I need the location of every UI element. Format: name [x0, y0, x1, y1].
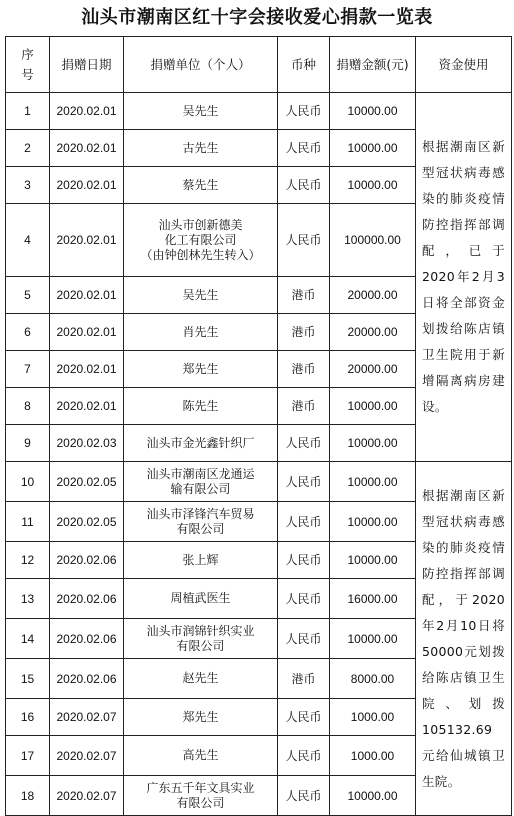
cell-date: 2020.02.07 [50, 736, 124, 776]
cell-donor: 吴先生 [124, 277, 278, 314]
cell-seq: 1 [6, 93, 50, 130]
cell-amount: 8000.00 [330, 659, 416, 699]
cell-currency: 人民币 [278, 776, 330, 816]
cell-amount: 1000.00 [330, 699, 416, 736]
cell-seq: 6 [6, 314, 50, 351]
table-row [6, 462, 512, 502]
cell-seq: 3 [6, 167, 50, 204]
cell-amount: 10000.00 [330, 388, 416, 425]
cell-amount: 10000.00 [330, 542, 416, 579]
cell-date: 2020.02.06 [50, 619, 124, 659]
cell-donor [124, 462, 278, 502]
cell-currency: 人民币 [278, 462, 330, 502]
cell-date: 2020.02.01 [50, 388, 124, 425]
cell-amount: 10000.00 [330, 619, 416, 659]
cell-date: 2020.02.01 [50, 314, 124, 351]
cell-donor: 古先生 [124, 130, 278, 167]
cell-donor [124, 204, 278, 277]
cell-donor: 陈先生 [124, 388, 278, 425]
cell-amount: 20000.00 [330, 314, 416, 351]
cell-amount: 20000.00 [330, 351, 416, 388]
cell-amount: 10000.00 [330, 502, 416, 542]
cell-seq: 11 [6, 502, 50, 542]
cell-amount: 10000.00 [330, 167, 416, 204]
cell-date: 2020.02.07 [50, 699, 124, 736]
donor-line: 汕头市润锦针织实业 [146, 623, 255, 638]
cell-donor [124, 502, 278, 542]
cell-currency: 港币 [278, 314, 330, 351]
header-seq-label: 序号 [21, 46, 34, 82]
cell-date: 2020.02.07 [50, 776, 124, 816]
cell-currency: 港币 [278, 659, 330, 699]
cell-currency: 人民币 [278, 579, 330, 619]
header-row [6, 37, 512, 93]
donor-line: 化工有限公司 [164, 232, 237, 247]
cell-seq: 15 [6, 659, 50, 699]
cell-seq: 8 [6, 388, 50, 425]
cell-date: 2020.02.01 [50, 277, 124, 314]
cell-amount: 1000.00 [330, 736, 416, 776]
cell-fund-usage: 根据潮南区新型冠状病毒感染的肺炎疫情防控指挥部调配，已于2020年2月3日将全部资金划拨给陈店镇卫生院用于新增隔离病房建设。 [416, 93, 512, 462]
donor-line: 有限公司 [176, 638, 225, 653]
cell-amount: 10000.00 [330, 93, 416, 130]
cell-date: 2020.02.01 [50, 351, 124, 388]
cell-date: 2020.02.06 [50, 659, 124, 699]
cell-seq: 13 [6, 579, 50, 619]
cell-date: 2020.02.01 [50, 130, 124, 167]
cell-currency: 人民币 [278, 736, 330, 776]
cell-seq: 17 [6, 736, 50, 776]
donor-line: 汕头市潮南区龙通运 [146, 466, 255, 481]
cell-currency: 港币 [278, 351, 330, 388]
cell-donor: 吴先生 [124, 93, 278, 130]
cell-currency: 人民币 [278, 425, 330, 462]
page-title: 汕头市潮南区红十字会接收爱心捐款一览表 [81, 7, 433, 28]
donor-line: 汕头市创新德美 [158, 217, 243, 232]
cell-date: 2020.02.06 [50, 579, 124, 619]
donor-line: （由钟创林先生转入） [140, 247, 261, 262]
cell-amount: 10000.00 [330, 462, 416, 502]
cell-currency: 人民币 [278, 699, 330, 736]
cell-donor: 蔡先生 [124, 167, 278, 204]
cell-seq: 9 [6, 425, 50, 462]
cell-date: 2020.02.01 [50, 93, 124, 130]
cell-currency: 人民币 [278, 130, 330, 167]
cell-date: 2020.02.06 [50, 542, 124, 579]
cell-seq: 16 [6, 699, 50, 736]
cell-seq: 2 [6, 130, 50, 167]
donor-line: 广东五千年文具实业 [146, 780, 255, 795]
donation-table [5, 36, 512, 816]
cell-donor [124, 619, 278, 659]
cell-seq: 18 [6, 776, 50, 816]
cell-currency: 港币 [278, 388, 330, 425]
donor-line: 有限公司 [176, 521, 225, 536]
cell-donor: 高先生 [124, 736, 278, 776]
cell-currency: 人民币 [278, 619, 330, 659]
cell-currency: 人民币 [278, 167, 330, 204]
cell-amount: 16000.00 [330, 579, 416, 619]
header-currency: 币种 [278, 37, 330, 93]
cell-amount: 20000.00 [330, 277, 416, 314]
cell-donor: 郑先生 [124, 699, 278, 736]
cell-donor: 肖先生 [124, 314, 278, 351]
cell-donor: 周植武医生 [124, 579, 278, 619]
header-donor: 捐赠单位（个人） [124, 37, 278, 93]
cell-seq: 10 [6, 462, 50, 502]
cell-donor: 郑先生 [124, 351, 278, 388]
cell-seq: 14 [6, 619, 50, 659]
cell-amount: 10000.00 [330, 425, 416, 462]
header-amount: 捐赠金额(元) [330, 37, 416, 93]
header-date: 捐赠日期 [50, 37, 124, 93]
cell-currency: 人民币 [278, 502, 330, 542]
cell-seq: 4 [6, 204, 50, 277]
cell-seq: 12 [6, 542, 50, 579]
cell-currency: 人民币 [278, 93, 330, 130]
cell-seq: 5 [6, 277, 50, 314]
cell-donor: 汕头市金光鑫针织厂 [124, 425, 278, 462]
donor-line: 汕头市泽锋汽车贸易 [146, 506, 255, 521]
cell-currency: 港币 [278, 277, 330, 314]
cell-donor: 张上辉 [124, 542, 278, 579]
cell-fund-usage: 根据潮南区新型冠状病毒感染的肺炎疫情防控指挥部调配，于2020年2月10日将50000元划拨给陈店镇卫生院、划拨105132.69元给仙城镇卫生院。 [416, 462, 512, 816]
header-usage: 资金使用 [416, 37, 512, 93]
cell-seq: 7 [6, 351, 50, 388]
table-body [6, 93, 512, 816]
cell-donor [124, 776, 278, 816]
cell-date: 2020.02.01 [50, 204, 124, 277]
cell-donor: 赵先生 [124, 659, 278, 699]
donor-line: 输有限公司 [170, 481, 231, 496]
cell-date: 2020.02.05 [50, 462, 124, 502]
cell-date: 2020.02.05 [50, 502, 124, 542]
cell-date: 2020.02.03 [50, 425, 124, 462]
cell-date: 2020.02.01 [50, 167, 124, 204]
cell-amount: 100000.00 [330, 204, 416, 277]
cell-amount: 10000.00 [330, 776, 416, 816]
donor-line: 有限公司 [176, 795, 225, 810]
cell-currency: 人民币 [278, 204, 330, 277]
cell-amount: 10000.00 [330, 130, 416, 167]
cell-currency: 人民币 [278, 542, 330, 579]
table-row [6, 93, 512, 130]
header-seq [6, 37, 50, 93]
